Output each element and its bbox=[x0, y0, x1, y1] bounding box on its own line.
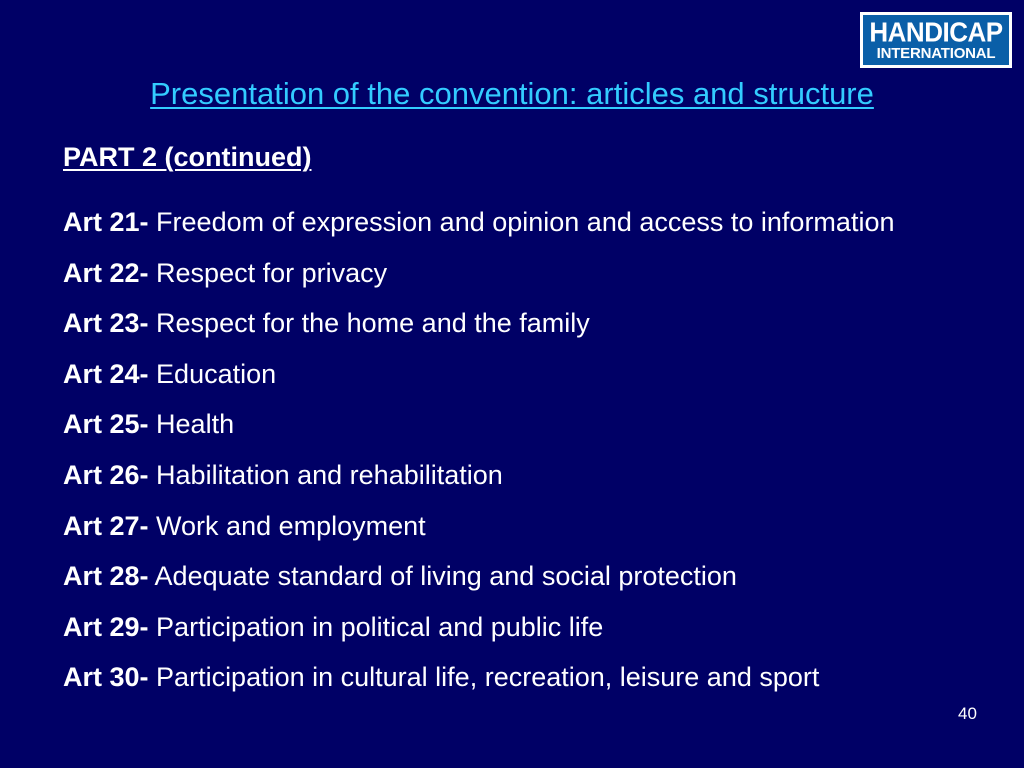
article-label: Art 23- bbox=[63, 308, 149, 339]
article-label: Art 30- bbox=[63, 662, 149, 693]
article-label: Art 25- bbox=[63, 409, 149, 440]
article-text: Participation in cultural life, recreation, leisure and sport bbox=[156, 662, 820, 693]
article-label: Art 26- bbox=[63, 459, 149, 490]
article-item bbox=[63, 306, 943, 340]
article-text: Freedom of expression and opinion and access to information bbox=[156, 207, 895, 237]
article-label: Art 21- bbox=[63, 207, 149, 237]
article-item bbox=[63, 256, 943, 290]
article-item bbox=[63, 458, 943, 492]
slide-title: Presentation of the convention: articles and structure bbox=[150, 76, 874, 111]
handicap-international-logo bbox=[860, 12, 1012, 68]
article-text: Adequate standard of living and social protection bbox=[154, 561, 737, 592]
article-text: Health bbox=[156, 409, 235, 440]
page-number: 40 bbox=[958, 704, 977, 723]
logo-panel bbox=[863, 15, 1009, 65]
article-item bbox=[63, 559, 943, 593]
article-list bbox=[63, 205, 943, 711]
article-text: Participation in political and public life bbox=[156, 611, 604, 642]
article-item bbox=[63, 205, 943, 239]
section-subtitle: PART 2 (continued) bbox=[63, 142, 312, 172]
article-label: Art 29- bbox=[63, 611, 149, 642]
article-label: Art 22- bbox=[63, 257, 149, 288]
article-text: Education bbox=[156, 358, 277, 389]
article-item bbox=[63, 509, 943, 543]
article-item bbox=[63, 610, 943, 644]
article-text: Respect for the home and the family bbox=[156, 308, 590, 339]
article-label: Art 28- bbox=[63, 561, 149, 592]
article-text: Work and employment bbox=[156, 510, 426, 541]
logo-text-line2: INTERNATIONAL bbox=[876, 45, 996, 62]
article-item bbox=[63, 660, 943, 694]
article-label: Art 27- bbox=[63, 510, 149, 541]
article-text: Habilitation and rehabilitation bbox=[156, 459, 503, 490]
article-item bbox=[63, 357, 943, 391]
logo-text-line1: HANDICAP bbox=[869, 16, 1003, 48]
article-label: Art 24- bbox=[63, 358, 149, 389]
article-item bbox=[63, 407, 943, 441]
article-text: Respect for privacy bbox=[156, 257, 388, 288]
